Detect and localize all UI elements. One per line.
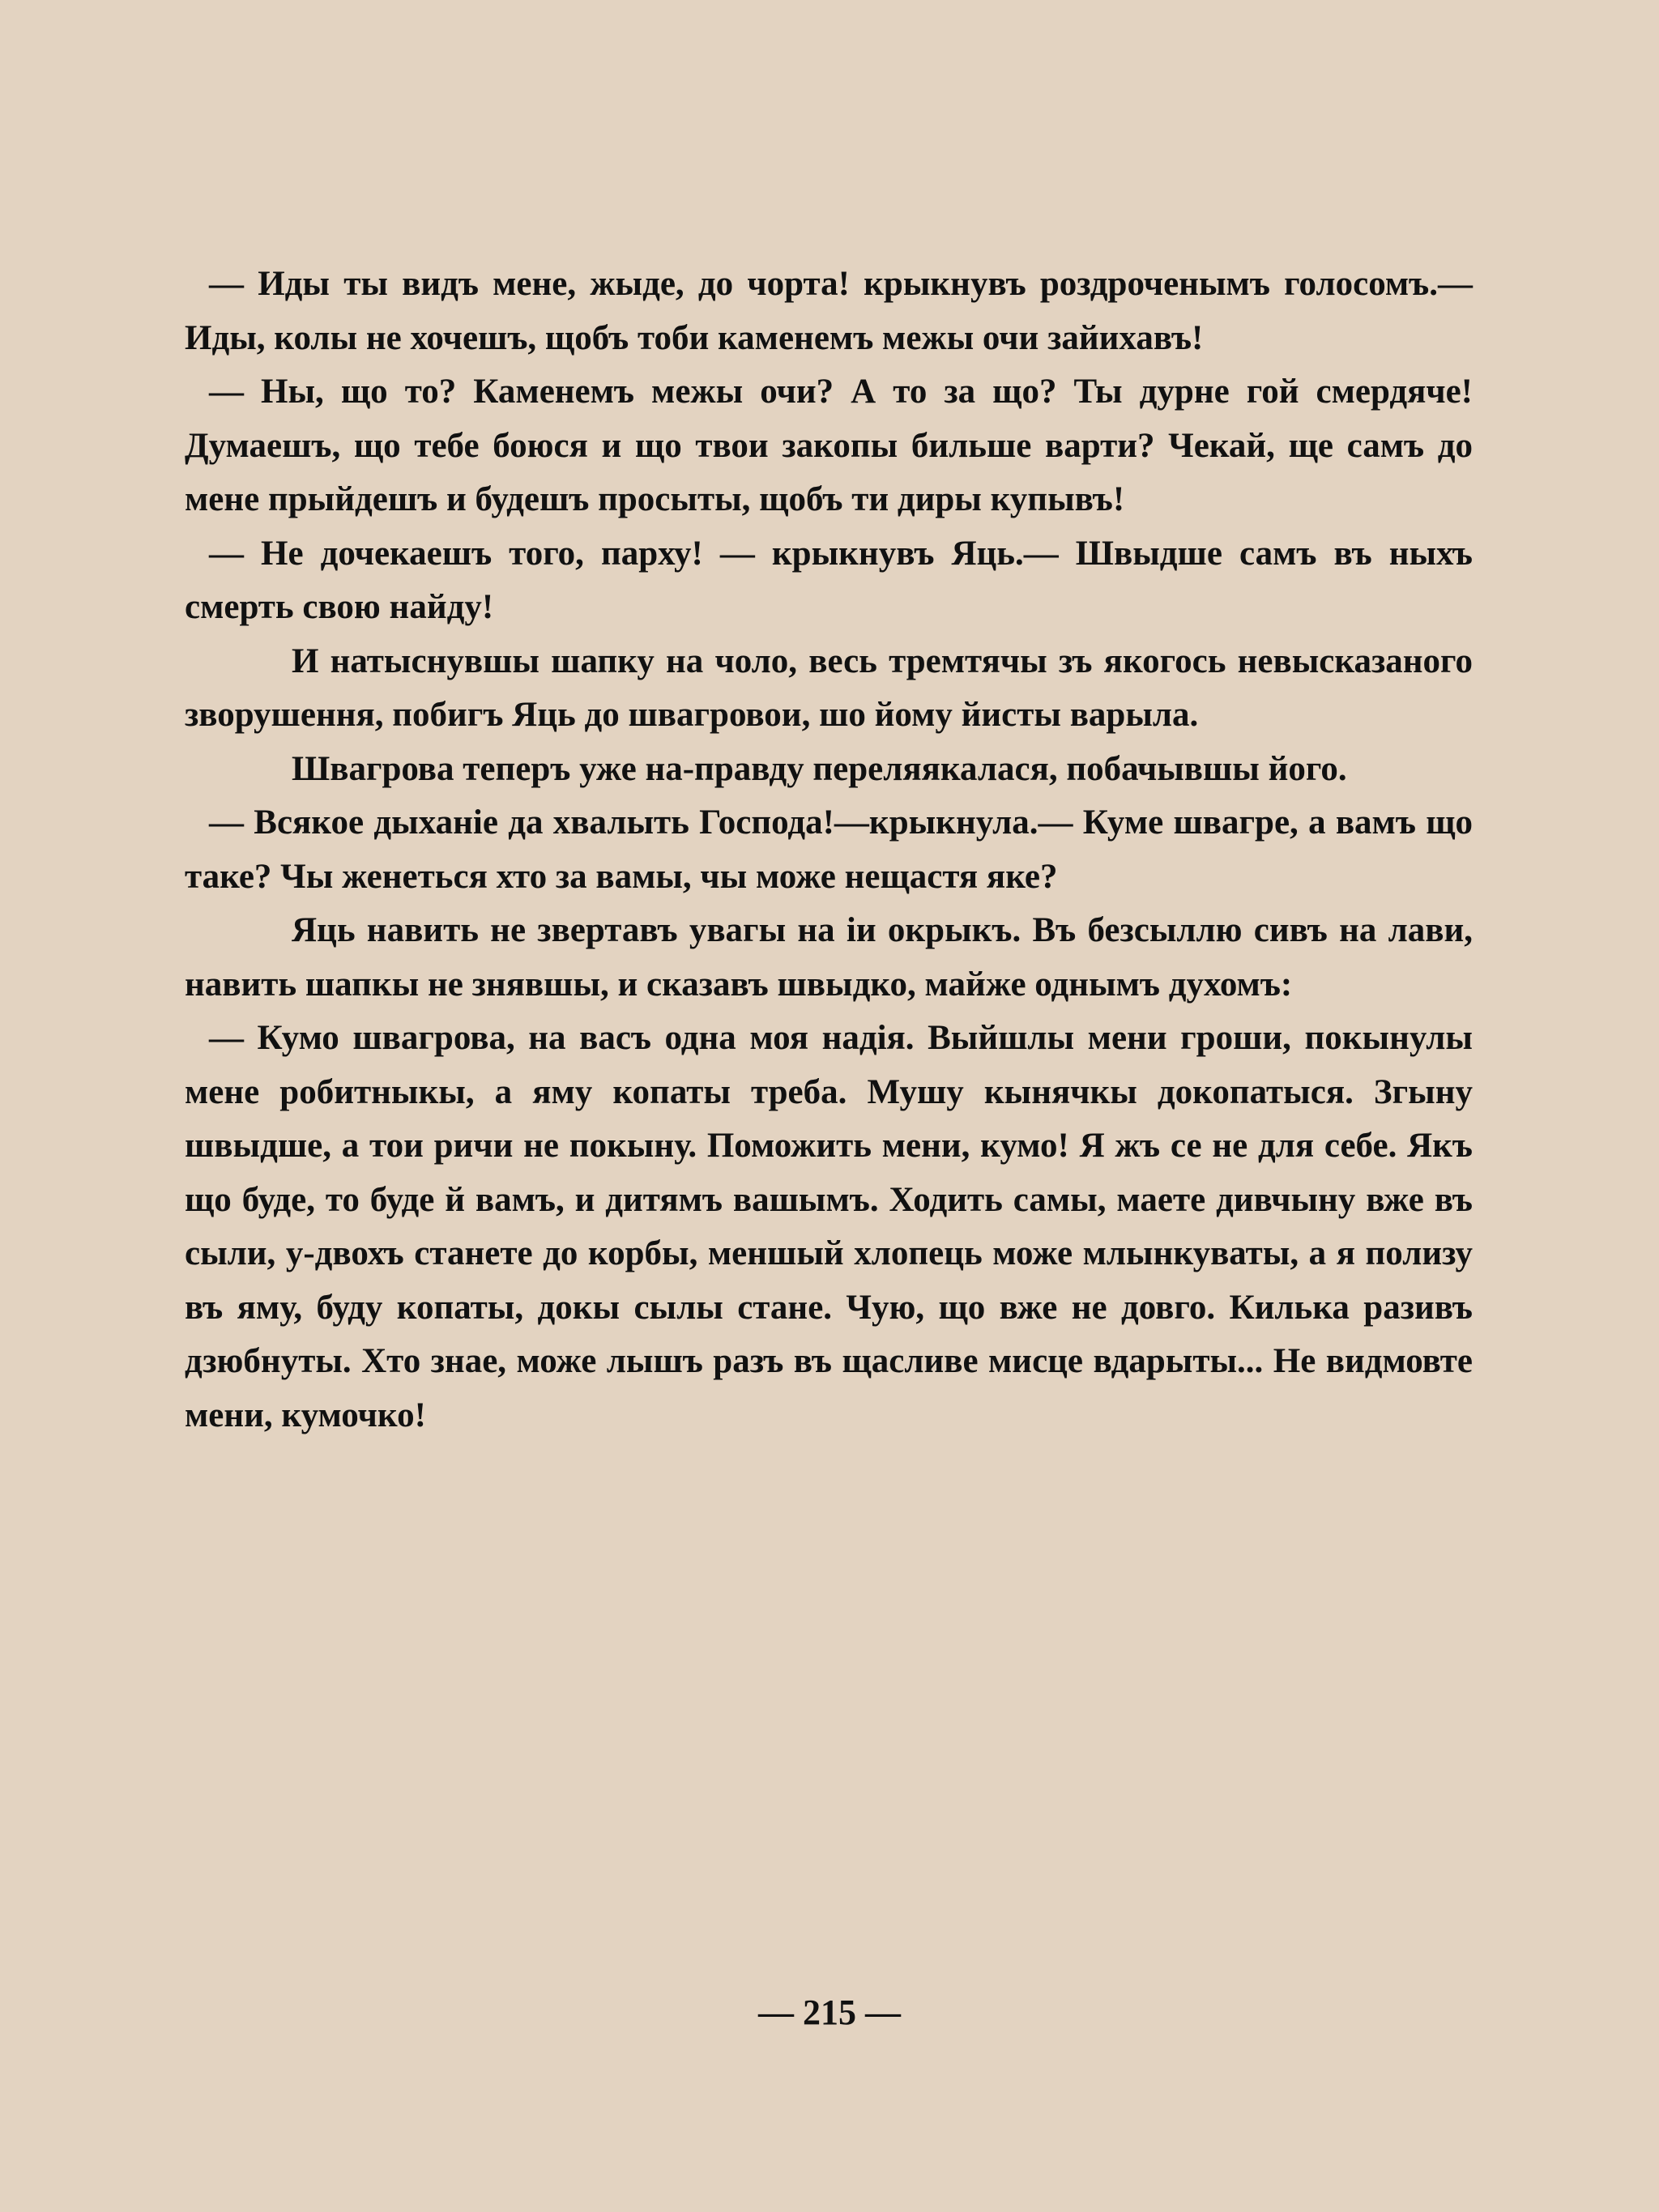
paragraph-4: И натыснувшы шапку на чоло, весь тремтячы зъ якогось невысказаного зворушення, побигъ Яць до швагровои, шо йому йисты варыла. <box>185 641 1473 734</box>
paragraph-6: — Всякое дыханіе да хвалыть Господа!—крыкнула.— Куме швагре, а вамъ що таке? Чы женеться хто за вамы, чы може нещастя яке? <box>185 803 1473 896</box>
paragraph-1: — Иды ты видъ мене, жыде, до чорта! крыкнувъ роздроченымъ голосомъ.—Иды, колы не хочешъ, щобъ тоби каменемъ межы очи зайихавъ! <box>185 265 1473 357</box>
paragraph-2: — Ны, що то? Каменемъ межы очи? А то за що? Ты дурне гой смердяче! Думаешъ, що тебе боюся и що твои закопы бильше варти? Чекай, ще самъ до мене прыйдешъ и будешъ просыты, щобъ ти диры купывъ! <box>185 373 1473 518</box>
paragraph-5: Швагрова теперъ уже на-правду переляякалася, побачывшы його. <box>292 749 1347 788</box>
paragraph-3: — Не дочекаешъ того, парху! — крыкнувъ Яць.— Швыдше самъ въ ныхъ смерть свою найду! <box>185 534 1473 626</box>
paragraph-8: — Кумо швагрова, на васъ одна моя надія. Выйшлы мени гроши, покынулы мене робитныкы, а яму копаты треба. Мушу кынячкы докопатыся. Згыну швыдше, а тои ричи не покыну. Поможить мени, кумо! Я жъ се не для себе. Якъ що буде, то буде й вамъ, и дитямъ вашымъ. Ходить самы, маете дивчыну вже въ сыли, у-двохъ станете до корбы, меншый хлопець може млынкуваты, а я полизу въ яму, буду копаты, докы сылы стане. Чую, що вже не довго. Килька разивъ дзюбнуты. Хто знае, може лышъ разъ въ щасливе мисце вдарыты... Не видмовте мени, кумочко! <box>185 1019 1473 1434</box>
page-text <box>185 258 1473 1443</box>
page-number: — 215 — <box>758 1993 901 2032</box>
paragraph-7: Яць навить не звертавъ увагы на іи окрыкъ. Въ безсыллю сивъ на лави, навить шапкы не знявшы, и сказавъ швыдко, майже однымъ духомъ: <box>185 911 1473 1004</box>
